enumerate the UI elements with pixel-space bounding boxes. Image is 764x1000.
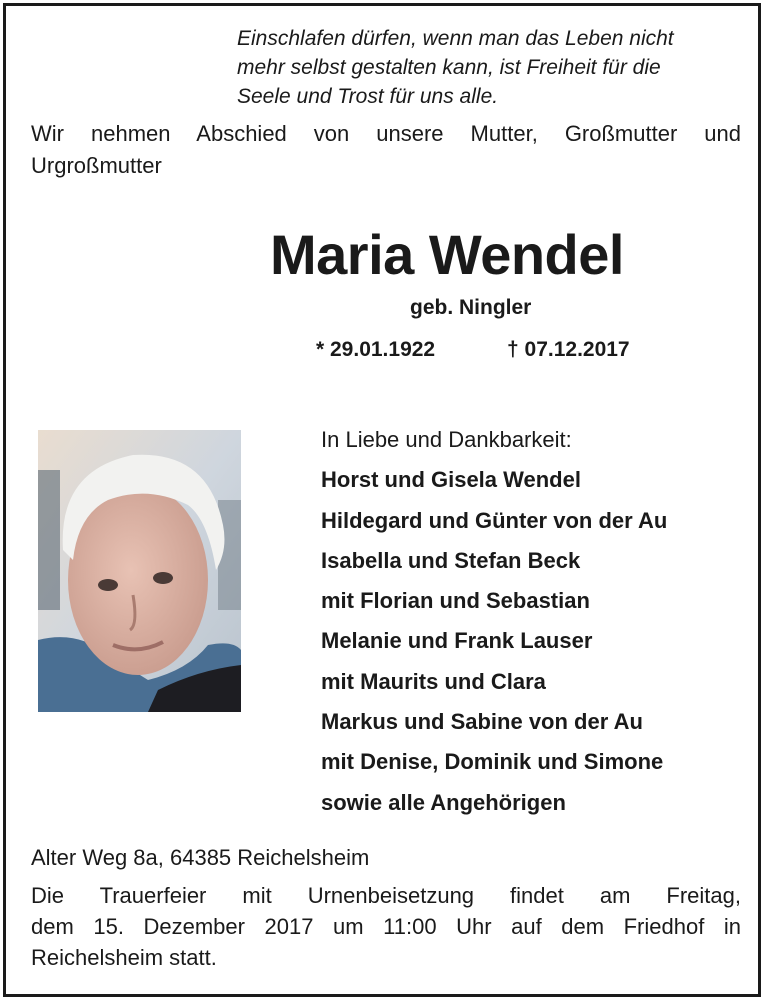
mourner-line: mit Maurits und Clara xyxy=(321,668,546,694)
maiden-name: geb. Ningler xyxy=(410,296,532,319)
mourners-list xyxy=(321,420,761,823)
quote-line: mehr selbst gestalten kann, ist Freiheit für die xyxy=(237,56,661,79)
mourner-line: Markus und Sabine von der Au xyxy=(321,709,643,735)
funeral-line: Reichelsheim statt. xyxy=(31,945,217,970)
mourner-line: Melanie und Frank Lauser xyxy=(321,628,593,654)
mourner-line: mit Florian und Sebastian xyxy=(321,588,590,614)
funeral-line: dem 15. Dezember 2017 um 11:00 Uhr auf dem Friedhof in xyxy=(31,914,741,939)
mourners-lead: In Liebe und Dankbarkeit: xyxy=(321,427,572,452)
deceased-name: Maria Wendel xyxy=(270,223,624,286)
portrait-photo xyxy=(38,430,241,712)
mourner-line: Hildegard und Günter von der Au xyxy=(321,507,668,533)
intro-text xyxy=(31,118,741,182)
mourner-line: Isabella und Stefan Beck xyxy=(321,547,581,573)
mourner-line: Horst und Gisela Wendel xyxy=(321,467,581,493)
mourner-line: sowie alle Angehörigen xyxy=(321,789,566,815)
birth-date: * 29.01.1922 xyxy=(316,338,436,361)
funeral-line: Die Trauerfeier mit Urnenbeisetzung findet am Freitag, xyxy=(31,883,741,908)
intro-line: Urgroßmutter xyxy=(31,153,162,178)
mourner-line: mit Denise, Dominik und Simone xyxy=(321,749,664,775)
quote xyxy=(237,24,737,111)
funeral-info xyxy=(31,880,741,973)
family-address: Alter Weg 8a, 64385 Reichelsheim xyxy=(31,845,370,870)
death-date: † 07.12.2017 xyxy=(507,338,630,361)
portrait-illustration xyxy=(38,430,241,712)
quote-line: Einschlafen dürfen, wenn man das Leben nicht xyxy=(237,27,674,50)
intro-line: Wir nehmen Abschied von unsere Mutter, Großmutter und xyxy=(31,121,741,146)
quote-line: Seele und Trost für uns alle. xyxy=(237,85,499,108)
